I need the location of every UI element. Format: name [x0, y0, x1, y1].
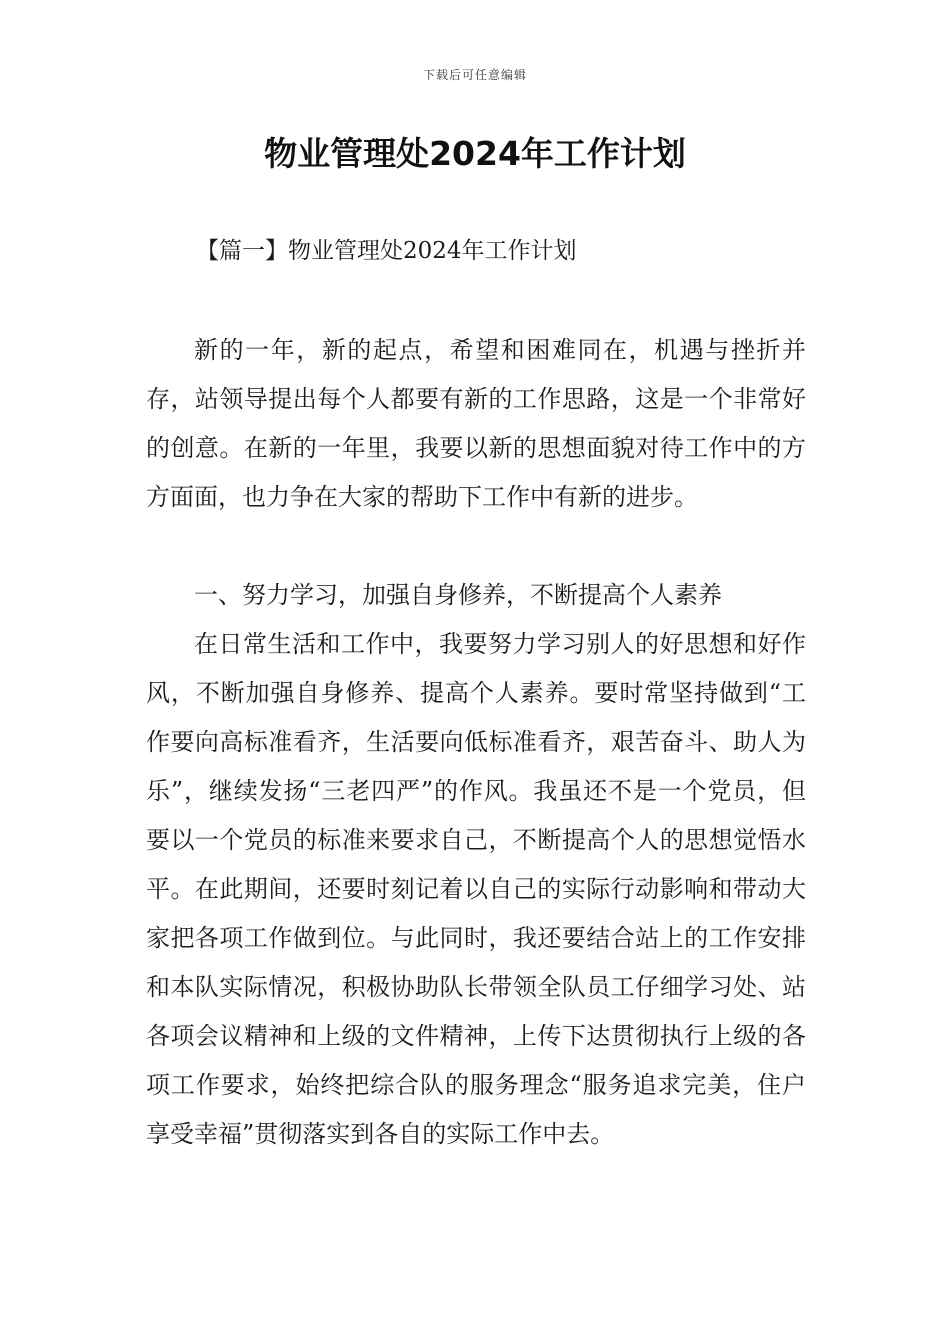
- header-note: 下载后可任意编辑: [422, 68, 527, 82]
- paragraph-text: 在日常生活和工作中，我要努力学习别人的好思想和好作风，不断加强自身修养、提高个人素养。要时常坚持做到“工作要向高标准看齐，生活要向低标准看齐，艰苦奋斗、助人为乐”，继续发扬“三老四严”的作风。我虽还不是一个党员，但要以一个党员的标准来要求自己，不断提高个人的思想觉悟水平。在此期间，还要时刻记着以自己的实际行动影响和带动大家把各项工作做到位。与此同时，我还要结合站上的工作安排和本队实际情况，积极协助队长带领全队员工仔细学习处、站各项会议精神和上级的文件精神，上传下达贯彻执行上级的各项工作要求，始终把综合队的服务理念“服务追求完美，住户享受幸福”贯彻落实到各自的实际工作中去。: [146, 630, 806, 1148]
- paragraph-text: 新的一年，新的起点，希望和困难同在，机遇与挫折并存，站领导提出每个人都要有新的工作思路，这是一个非常好的创意。在新的一年里，我要以新的思想面貌对待工作中的方方面面，也力争在大家的帮助下工作中有新的进步。: [146, 336, 806, 511]
- paragraph-body-1: [146, 620, 806, 1159]
- paragraph-heading-1: [146, 571, 806, 620]
- document-title: 物业管理处2024年工作计划: [264, 134, 686, 173]
- section-title: 【篇一】物业管理处2024年工作计划: [196, 238, 577, 264]
- paragraph-text: 一、努力学习，加强自身修养，不断提高个人素养: [194, 581, 722, 609]
- paragraph-intro: [146, 326, 806, 522]
